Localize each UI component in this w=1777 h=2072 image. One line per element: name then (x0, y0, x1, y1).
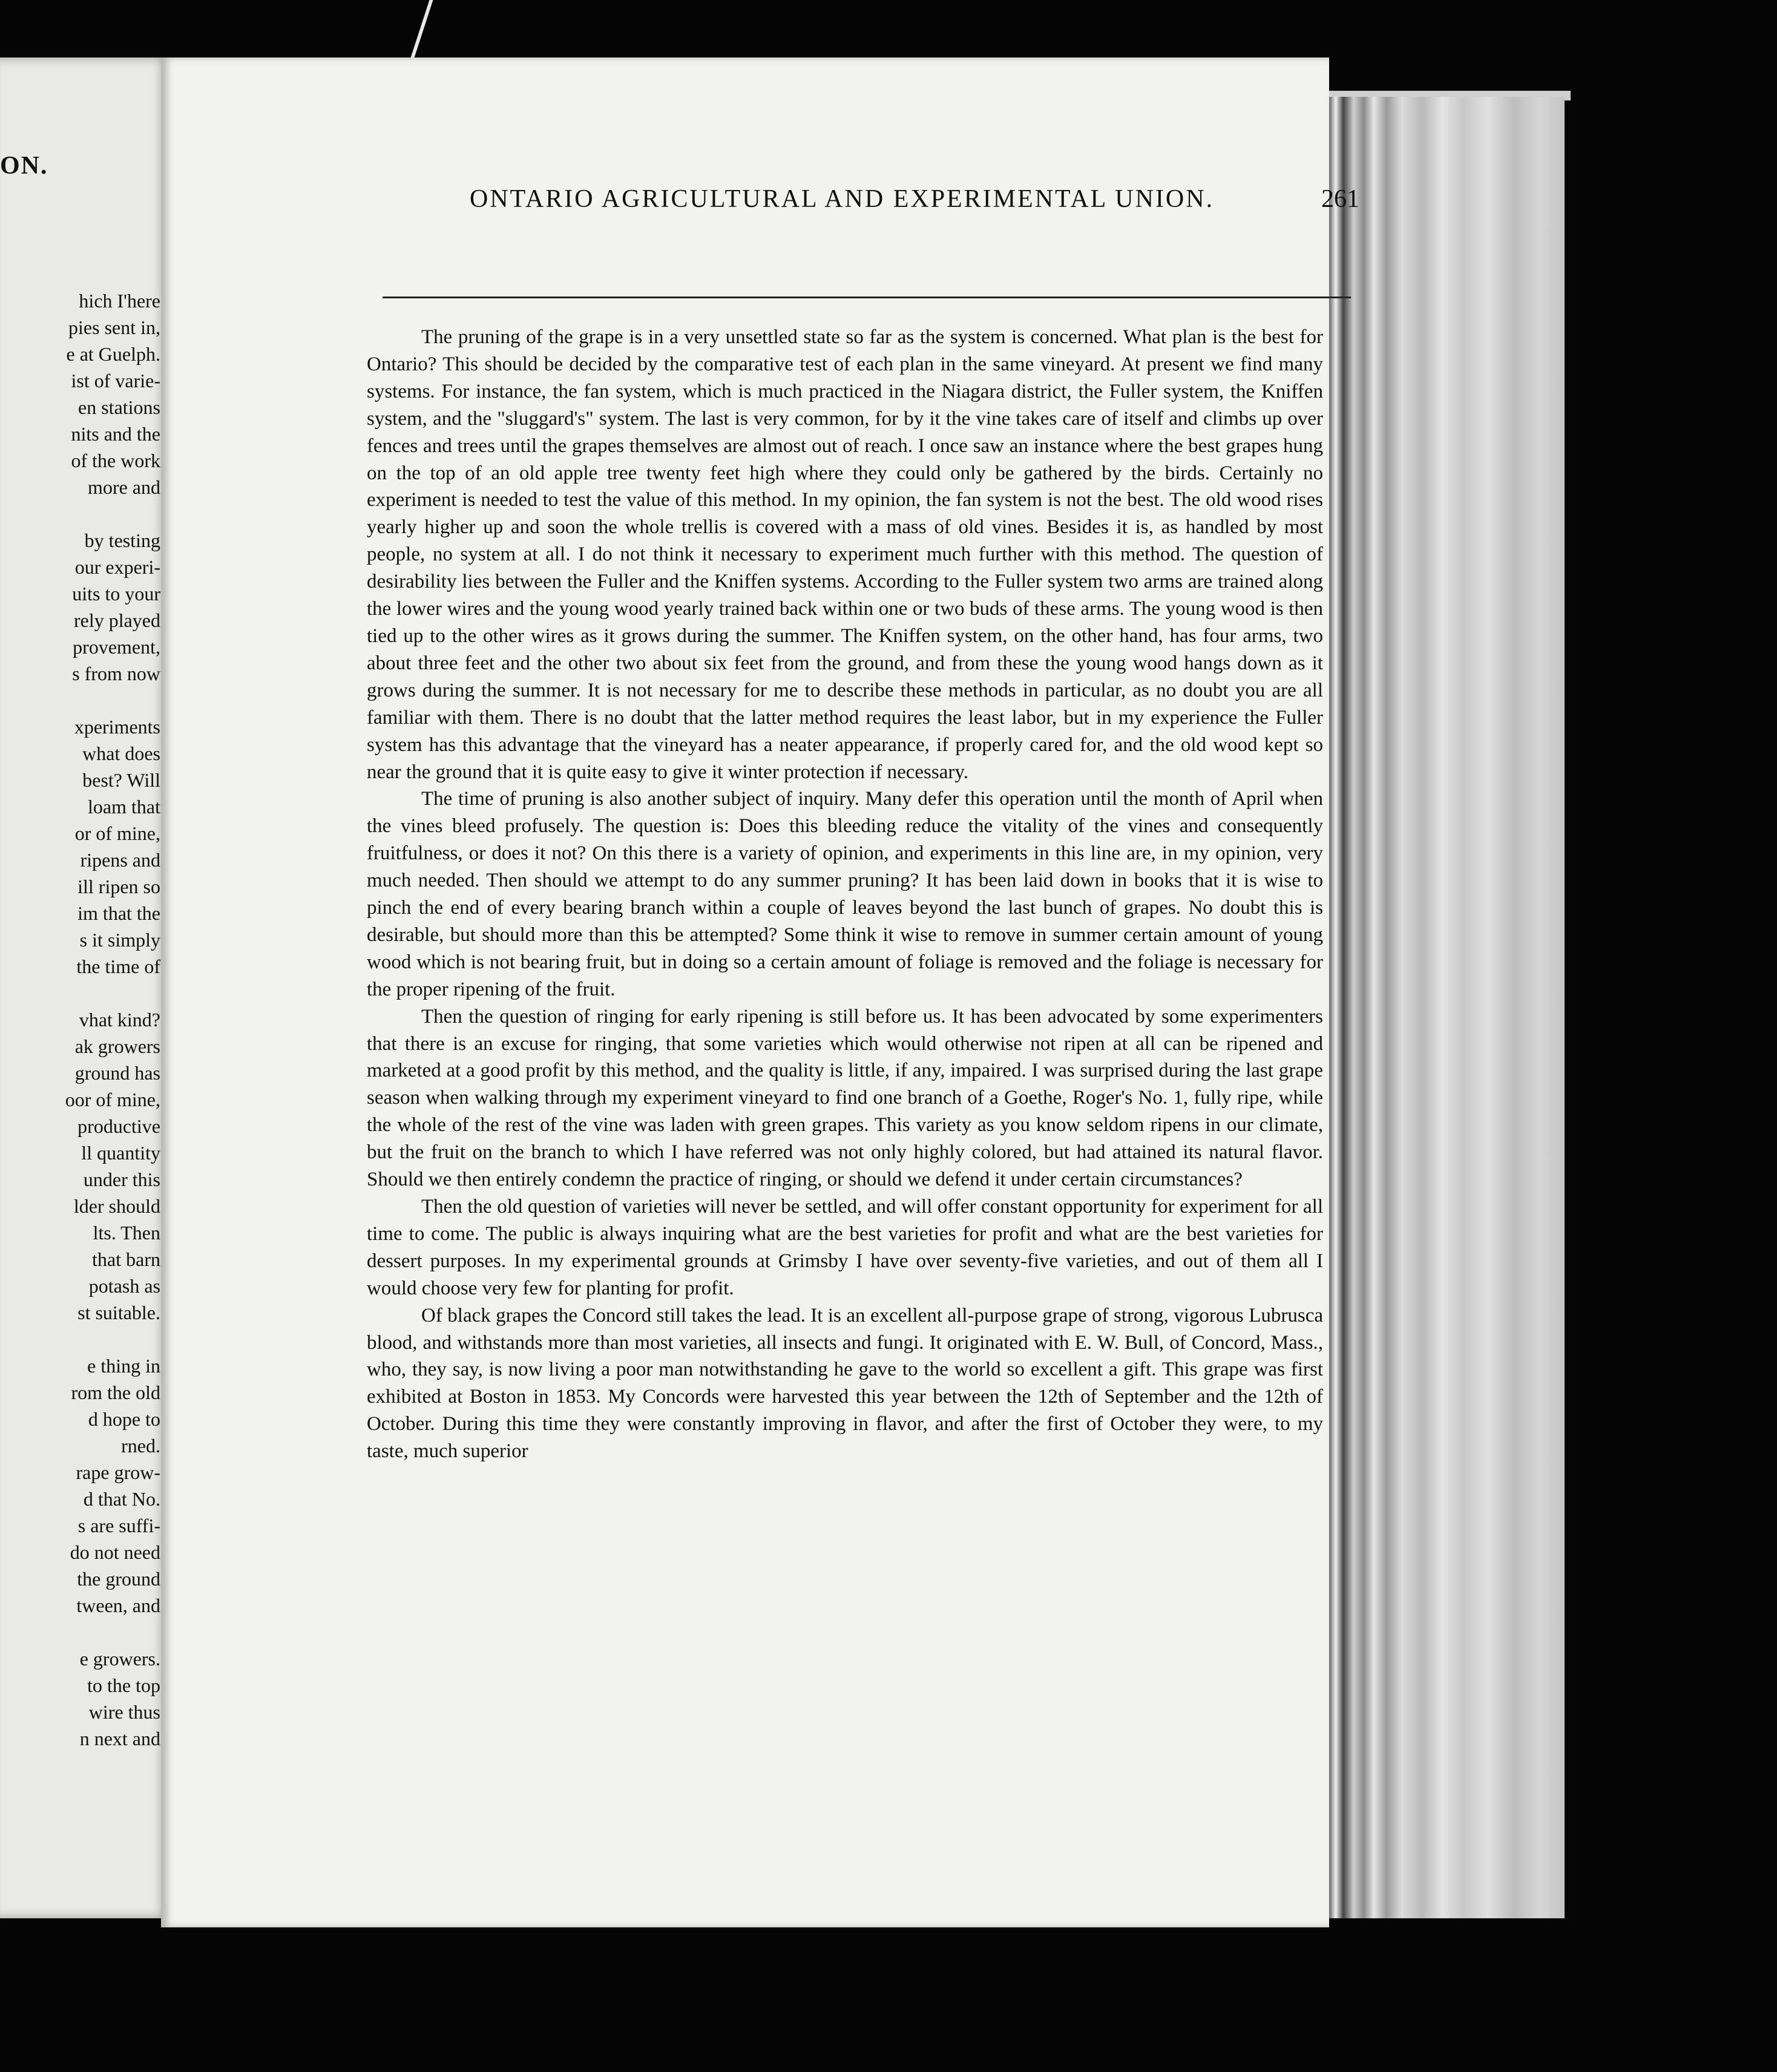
left-page-line: by testing (84, 529, 160, 551)
left-page-line: d that No. (83, 1488, 160, 1510)
left-page-line: s are suffi- (77, 1515, 160, 1536)
left-page-line (0, 1619, 171, 1645)
left-page-line: our experi- (74, 556, 160, 578)
left-page-line (0, 687, 171, 713)
left-page-line: lts. Then (93, 1222, 160, 1244)
left-page-line: what does (82, 743, 160, 764)
left-page-line: pies sent in, (68, 316, 160, 338)
left-page-line: oor of mine, (65, 1089, 160, 1110)
left-page-line: that barn (92, 1248, 160, 1270)
running-header (306, 185, 1359, 227)
left-page-line: e growers. (79, 1648, 160, 1670)
left-page-line: en stations (78, 396, 160, 418)
left-page-line: rape grow- (76, 1461, 160, 1483)
left-page-line: under this (83, 1169, 160, 1190)
left-page-line (0, 980, 171, 1006)
left-facing-page (0, 57, 171, 1918)
paragraph: Then the question of ringing for early ripening is still before us. It has been advocated by some experimenters that there is an excuse for ringing, that some varieties which would otherwise not ripen at all can be ripened and marketed at a good profit by this method, and the quality is little, if any, impaired. I was surprised during the last grape season when walking through my experiment vineyard to find one branch of a Goethe, Roger's No. 1, fully ripe, while the whole of the rest of the vine was laden with green grapes. This variety as you know seldom ripens in our climate, but the fruit on the branch to which I have referred was not only highly colored, but had attained its natural flavor. Should we then entirely condemn the practice of ringing, or should we defend it under certain circumstances? (367, 1005, 1323, 1191)
left-page-line: e thing in (87, 1355, 160, 1377)
left-page-line: tween, and (76, 1595, 160, 1616)
left-page-line: rned. (121, 1435, 160, 1457)
left-page-line: vhat kind? (79, 1009, 160, 1031)
page-number: 261 (1321, 185, 1359, 213)
left-page-line: or of mine, (74, 822, 160, 844)
left-page-line: the time of (76, 956, 160, 977)
left-page-line: rely played (73, 609, 160, 631)
left-page-line: ground has (74, 1062, 160, 1084)
left-page-line: st suitable. (77, 1302, 160, 1323)
left-page-line: d hope to (88, 1408, 160, 1430)
left-page-line: of the work (71, 450, 160, 471)
left-page-line: productive (77, 1115, 160, 1137)
left-page-line: ist of varie- (71, 370, 160, 392)
left-page-line: s it simply (79, 929, 160, 951)
paragraph: Of black grapes the Concord still takes the lead. It is an excellent all-purpose grape of strong, vigorous Lubrusca blood, and withstands more than most varieties, all insects and fungi. It originated with E. W. Bull, of Concord, Mass., who, they say, is now living a poor man notwithstanding he gave to the world so excellent a gift. This grape was first exhibited at Boston in 1853. My Concords were harvested this year between the 12th of September and the 12th of October. During this time they were constantly improving in flavor, and after the first of October they were, to my taste, much superior (367, 1304, 1323, 1463)
left-page-line: hich I'here (79, 290, 160, 312)
left-page-line: ak growers (74, 1035, 160, 1057)
paragraph: The pruning of the grape is in a very unsettled state so far as the system is concerned. What plan is the best for Ontario? This should be decided by the comparative test of each plan in the same vineyard. At present we find many systems. For instance, the fan system, which is much practiced in the Niagara district, the Fuller system, the Kniffen system, and the "sluggard's" system. The last is very common, for by it the vine takes care of itself and climbs up over fences and trees until the grapes themselves are almost out of reach. I once saw an instance where the best grapes hung on the top of an old apple tree twenty feet high where they could only be gathered by the birds. Certainly no experiment is needed to test the value of this method. In my opinion, the fan system is not the best. The old wood rises yearly higher up and soon the whole trellis is covered with a mass of old vines. Besides it is, as handled by most people, no system at all. I do not think it necessary to experiment much further with this method. The question of desirability lies between the Fuller and the Kniffen systems. According to the Fuller system two arms are trained along the lower wires and the young wood yearly trained back within one or two buds of these arms. The young wood is then tied up to the other wires as it grows during the summer. The Kniffen system, on the other hand, has four arms, two about three feet and the other two about six feet from the ground, and from these the young wood hangs down as it grows during the summer. It is not necessary for me to describe these methods in particular, as no doubt you are all familiar with them. There is no doubt that the latter method requires the least labor, but in my experience the Fuller system has this advantage that the vineyard has a neater appearance, if properly cared for, and the old wood kept so near the ground that it is quite easy to give it winter protection if necessary. (367, 326, 1323, 783)
left-page-line: rom the old (71, 1382, 160, 1403)
left-page-line: s from now (72, 663, 160, 684)
paragraph: Then the old question of varieties will never be settled, and will offer constant opportunity for experiment for all time to come. The public is always inquiring what are the best varieties for profit and what are the best varieties for dessert purposes. In my experimental grounds at Grimsby I have over seventy-five varieties, and out of them all I would choose very few for planting for profit. (367, 1196, 1323, 1299)
left-page-line: best? Will (82, 769, 160, 791)
header-rule (383, 297, 1351, 298)
left-page-line: provement, (73, 636, 160, 658)
left-page-line: n next and (79, 1728, 160, 1749)
left-page-line: wire thus (88, 1701, 160, 1723)
left-page-text (0, 287, 171, 1752)
left-page-line: loam that (88, 796, 160, 818)
left-page-line: im that the (77, 902, 160, 924)
left-page-line (0, 1326, 171, 1352)
left-page-line: ll quantity (81, 1142, 160, 1164)
left-page-line (0, 500, 171, 527)
left-page-line: ripens and (80, 849, 160, 871)
header-title: ONTARIO AGRICULTURAL AND EXPERIMENTAL UNION. (470, 185, 1215, 213)
left-page-line: xperiments (74, 716, 160, 738)
page-stack-edge (1310, 97, 1565, 1918)
main-page (161, 57, 1359, 1927)
body-text (367, 324, 1323, 1465)
left-page-line: the ground (77, 1568, 160, 1590)
paragraph: The time of pruning is also another subject of inquiry. Many defer this operation until the month of April when the vines bleed profusely. The question is: Does this bleeding reduce the vitality of the vines and consequently fruitfulness, or does it not? On this there is a variety of opinion, and experiments in this line are, in my opinion, very much needed. Then should we attempt to do any summer pruning? It has been laid down in books that it is wise to pinch the end of every bearing branch within a couple of leaves beyond the last bunch of grapes. No doubt this is desirable, but should more than this be attempted? Some think it wise to remove in summer certain amount of young wood which is not bearing fruit, but in doing so a certain amount of foliage is removed and the foliage is necessary for the proper ripening of the fruit. (367, 788, 1323, 1000)
left-page-heading: ON. (0, 152, 48, 180)
left-page-line: e at Guelph. (66, 343, 160, 365)
left-page-line: ill ripen so (77, 876, 160, 897)
left-page-line: do not need (70, 1541, 160, 1563)
left-page-line: to the top (87, 1674, 160, 1696)
left-page-line: potash as (88, 1275, 160, 1297)
left-page-line: nits and the (71, 423, 160, 445)
left-page-line: uits to your (72, 583, 160, 605)
left-page-line: more and (88, 476, 160, 498)
left-page-line: lder should (73, 1195, 160, 1217)
